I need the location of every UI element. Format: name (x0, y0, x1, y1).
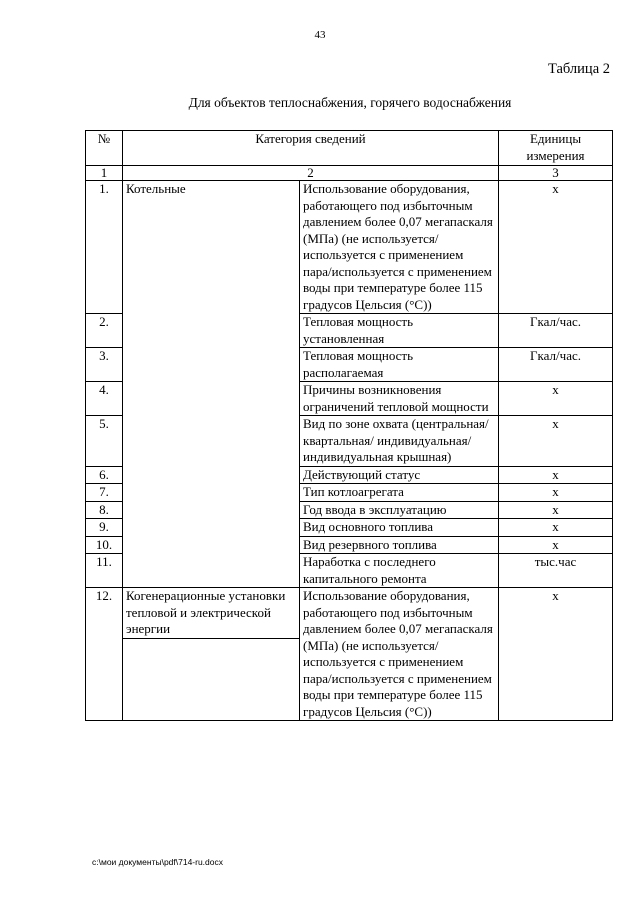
col-number: 2 (123, 166, 499, 181)
table-label: Таблица 2 (547, 61, 610, 77)
row-unit: х (499, 484, 613, 502)
row-unit: х (499, 588, 613, 721)
row-item: Вид основного топлива (300, 519, 499, 537)
col-number: 3 (499, 166, 613, 181)
row-num: 2. (86, 314, 123, 348)
row-unit: х (499, 466, 613, 484)
row-num: 8. (86, 501, 123, 519)
table-row (86, 181, 613, 314)
page-number: 43 (314, 29, 326, 41)
row-num: 12. (86, 588, 123, 721)
row-num: 11. (86, 554, 123, 588)
row-item: Наработка с последнего капитального ремонта (300, 554, 499, 588)
table-row (86, 588, 613, 639)
row-item: Вид резервного топлива (300, 536, 499, 554)
row-unit: х (499, 181, 613, 314)
row-item: Вид по зоне охвата (центральная/квартальная/ индивидуальная/ индивидуальная крышная) (300, 416, 499, 467)
row-num: 10. (86, 536, 123, 554)
row-num: 6. (86, 466, 123, 484)
data-table (85, 130, 613, 721)
header-units: Единицы измерения (499, 131, 613, 166)
row-unit: х (499, 416, 613, 467)
row-item: Причины возникновения ограничений тепловой мощности (300, 382, 499, 416)
header-num: № (86, 131, 123, 166)
row-num: 5. (86, 416, 123, 467)
column-numbers-row (86, 166, 613, 181)
row-num: 1. (86, 181, 123, 314)
row-unit: х (499, 382, 613, 416)
group-cogeneration: Когенерационные установки тепловой и электрической энергии (123, 588, 300, 639)
row-item: Тепловая мощность располагаемая (300, 348, 499, 382)
row-num: 4. (86, 382, 123, 416)
table-header-row (86, 131, 613, 166)
row-item: Тип котлоагрегата (300, 484, 499, 502)
row-item: Использование оборудования, работающего под избыточным давлением более 0,07 мегапаскаля (МПа) (не используется/используется с применением пара/используется с применением воды при температуре более 115 градусов Цельсия (°С)) (300, 181, 499, 314)
row-item: Год ввода в эксплуатацию (300, 501, 499, 519)
row-unit: Гкал/час. (499, 314, 613, 348)
row-num: 7. (86, 484, 123, 502)
row-unit: Гкал/час. (499, 348, 613, 382)
row-unit: х (499, 519, 613, 537)
col-number: 1 (86, 166, 123, 181)
row-num: 9. (86, 519, 123, 537)
row-item: Тепловая мощность установленная (300, 314, 499, 348)
file-path-footer: c:\мои документы\pdf\714-ru.docx (92, 857, 224, 867)
header-category: Категория сведений (123, 131, 499, 166)
row-unit: х (499, 536, 613, 554)
group-boilers: Котельные (123, 181, 300, 588)
row-num: 3. (86, 348, 123, 382)
row-unit: тыс.час (499, 554, 613, 588)
empty-cell (123, 638, 300, 721)
row-item: Использование оборудования, работающего под избыточным давлением более 0,07 мегапаскаля (МПа) (не используется/используется с применением пара/используется с применением воды при температуре более 115 градусов Цельсия (°С)) (300, 588, 499, 721)
row-item: Действующий статус (300, 466, 499, 484)
row-unit: х (499, 501, 613, 519)
table-title: Для объектов теплоснабжения, горячего водоснабжения (188, 95, 512, 110)
